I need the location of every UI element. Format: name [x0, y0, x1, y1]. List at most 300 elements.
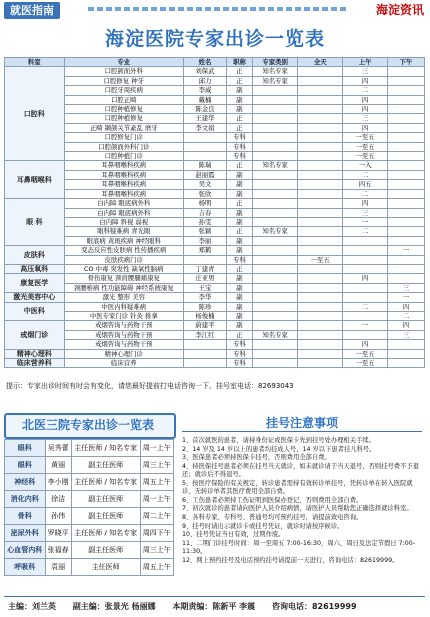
table-row: [5, 180, 425, 189]
table-cell: [184, 359, 227, 368]
table-cell: [343, 283, 388, 292]
table-cell: 周四下午: [140, 525, 173, 542]
table-cell: 张颖: [184, 227, 227, 236]
table-cell: 临床营养: [64, 359, 183, 368]
table-cell: 周五上午: [140, 559, 173, 576]
table-cell: 李华: [184, 293, 227, 302]
table-cell: [298, 293, 343, 302]
table-cell: 主任医师 / 知名专家: [71, 474, 140, 491]
table-header-row: [5, 58, 425, 67]
table-cell: 副: [226, 311, 252, 320]
table-cell: [343, 293, 388, 302]
table-cell: [184, 152, 227, 161]
table-cell: 专科: [226, 142, 252, 151]
notice-list: [182, 437, 424, 566]
table-cell: [252, 114, 297, 123]
table-cell: 一: [387, 246, 424, 255]
table-cell: 知名专家: [252, 76, 297, 85]
table-cell: 主任医师 / 知名专家: [71, 525, 140, 542]
table-cell: 周三上午: [140, 457, 173, 474]
table-cell: 骨伤康复 颈肩腰腿痛康复: [64, 274, 183, 283]
table-row: [5, 161, 425, 170]
table-cell: 副主任医师: [71, 508, 140, 525]
table-cell: [298, 95, 343, 104]
table-cell: [298, 340, 343, 349]
table-cell: CO 中毒 突发性 缺氧性脑病: [64, 264, 183, 273]
table-cell: 丁建青: [184, 264, 227, 273]
table-row: [5, 189, 425, 198]
table-cell: [343, 246, 388, 255]
table-cell: [184, 133, 227, 142]
table-cell: 主任医师: [71, 559, 140, 576]
table-cell: [184, 142, 227, 151]
table-cell: 二: [387, 311, 424, 320]
table-cell: 杨俊楠: [184, 311, 227, 320]
table-cell: 三: [387, 330, 424, 339]
table-row: [5, 236, 425, 245]
table-cell: 知名专家: [252, 161, 297, 170]
table-cell: [298, 283, 343, 292]
notice-item: 9、挂号时请出示就诊卡或挂号凭证，就诊时请按序候诊。: [182, 522, 344, 530]
table-cell: 四: [343, 76, 388, 85]
credit-issue-editor: 本期责编：陈新平 李震: [172, 602, 256, 611]
table-row: [5, 86, 425, 95]
table-cell: [252, 95, 297, 104]
table-cell: [252, 189, 297, 198]
table-cell: 陈珍: [184, 302, 227, 311]
table-cell: 正: [226, 199, 252, 208]
table-cell: 副: [226, 208, 252, 217]
table-cell: 白内障 眼底病外科: [64, 199, 183, 208]
table-cell: 副主任医师: [71, 491, 140, 508]
table-cell: 知名专家: [252, 227, 297, 236]
table-cell: [298, 321, 343, 330]
table-row: [5, 217, 425, 226]
table-cell: [252, 180, 297, 189]
table-cell: [387, 105, 424, 114]
table-row: [5, 359, 425, 368]
table-cell: 吴文: [184, 180, 227, 189]
table-cell: 郑鹤: [184, 246, 227, 255]
table-cell: 刘保武: [184, 67, 227, 76]
table-cell: 周五上午: [140, 474, 173, 491]
table-cell: 四: [343, 340, 388, 349]
table-row: [5, 264, 425, 273]
table-cell: 知名专家: [252, 330, 297, 339]
table-cell: 正: [226, 114, 252, 123]
page-title: 海淀医院专家出诊一览表: [104, 28, 325, 50]
table-cell: [387, 255, 424, 264]
table-cell: 眼科疑难病 青光眼: [64, 227, 183, 236]
table-row: [5, 105, 425, 114]
table-cell: [252, 105, 297, 114]
table-cell: 张福春: [45, 542, 71, 559]
table-row: [5, 474, 174, 491]
table-cell: 神经科: [5, 474, 46, 491]
table-cell: 三: [343, 114, 388, 123]
table-row: [5, 67, 425, 76]
table-cell: [387, 123, 424, 132]
column-header: 下午: [387, 58, 424, 67]
table-cell: 戴楠: [184, 95, 227, 104]
table-cell: 副: [226, 274, 252, 283]
credit-deputy: 副主编：张景光 杨丽娜: [72, 602, 156, 611]
table-cell: [184, 340, 227, 349]
table-cell: 专科: [226, 359, 252, 368]
table-cell: [387, 76, 424, 85]
table-row: [5, 293, 425, 302]
table-cell: [252, 217, 297, 226]
table-cell: 正: [226, 330, 252, 339]
table-cell: [252, 283, 297, 292]
table-cell: [298, 217, 343, 226]
table-cell: [387, 227, 424, 236]
table-cell: [387, 208, 424, 217]
table-cell: 罗晓平: [45, 525, 71, 542]
table-cell: [252, 321, 297, 330]
table-cell: [252, 152, 297, 161]
table-cell: [343, 330, 388, 339]
bottom-divider: [4, 596, 425, 597]
notice-item: 6、工伤患者必须持工伤证明到医保办登记，否则费用全部自费。: [182, 496, 363, 504]
table-cell: [298, 359, 343, 368]
table-cell: 李江红: [184, 330, 227, 339]
table-cell: 杨明: [184, 199, 227, 208]
table-cell: [387, 340, 424, 349]
table-cell: 四: [343, 123, 388, 132]
table-cell: 孙雯: [184, 217, 227, 226]
schedule-table: [4, 57, 425, 368]
table-cell: 三: [343, 67, 388, 76]
table-cell: [252, 86, 297, 95]
table-row: [5, 457, 174, 474]
table-row: [5, 508, 174, 525]
table-cell: 口腔颌面外科: [64, 67, 183, 76]
table-cell: 专科: [226, 255, 252, 264]
table-cell: 四: [343, 105, 388, 114]
table-cell: [387, 67, 424, 76]
table-cell: 专科: [226, 133, 252, 142]
table-cell: [298, 76, 343, 85]
notice-title: 挂号注意事项: [265, 416, 338, 430]
table-cell: 皮肤疾病门诊: [64, 255, 183, 264]
table-cell: 口腔颌面外科门诊: [64, 142, 183, 151]
table-row: [5, 123, 425, 132]
table-cell: 李威: [184, 86, 227, 95]
table-cell: [252, 133, 297, 142]
table-cell: [252, 255, 297, 264]
notice-item: 4、持医保挂号患者必须在挂号当天就诊，如未就诊请于当天退号，否则挂号费不予退还；就诊后不得退号。: [182, 463, 419, 479]
table-cell: 副: [226, 217, 252, 226]
column-header: 专家类别: [252, 58, 297, 67]
table-cell: 周一上午: [140, 491, 173, 508]
table-row: [5, 114, 425, 123]
footnote: 提示：专家出诊时间有时会有变化，请您最好提前打电话咨询一下。挂号室电话：82693043: [6, 382, 294, 390]
table-cell: 副: [226, 293, 252, 302]
table-cell: [298, 114, 343, 123]
department-cell: 戒烟门诊: [5, 321, 65, 349]
table-cell: 三: [387, 283, 424, 292]
table-cell: [387, 161, 424, 170]
table-cell: 一: [343, 321, 388, 330]
column-header: 科室: [5, 58, 65, 67]
table-row: [5, 199, 425, 208]
table-cell: [298, 123, 343, 132]
table-cell: 副: [226, 236, 252, 245]
table-cell: 眼科: [5, 457, 46, 474]
table-cell: 副: [226, 246, 252, 255]
table-cell: 一至五: [343, 349, 388, 358]
table-cell: [252, 199, 297, 208]
table-cell: [252, 246, 297, 255]
table-cell: 四五: [343, 180, 388, 189]
table-row: [5, 311, 425, 320]
credit-hotline: 咨询电话：82619999: [271, 602, 357, 611]
table-cell: [298, 208, 343, 217]
table-cell: 黄丽: [45, 457, 71, 474]
table-cell: [387, 133, 424, 142]
table-cell: [298, 170, 343, 179]
table-cell: 口腔正畸: [64, 95, 183, 104]
table-cell: 呼吸科: [5, 559, 46, 576]
table-cell: [387, 95, 424, 104]
table-cell: [184, 255, 227, 264]
table-cell: 副: [226, 283, 252, 292]
table-cell: 四: [343, 199, 388, 208]
table-cell: [298, 105, 343, 114]
table-row: [5, 208, 425, 217]
table-cell: 知名专家: [252, 67, 297, 76]
table-cell: 白内障 斜视 弱视: [64, 217, 183, 226]
notice-item: 3、医保患者必须持医保卡挂号，否则费用全部自费。: [182, 454, 331, 462]
table-cell: 庄亚男: [184, 274, 227, 283]
table-cell: 口腔种植修复: [64, 105, 183, 114]
table-cell: [252, 349, 297, 358]
subtable-title: 北医三院专家出诊一览表: [21, 418, 154, 432]
table-cell: 吉春: [184, 208, 227, 217]
notice-item: 2、14 岁及 14 岁以上的患者均挂成人号，14 岁以下患者挂儿科号。: [182, 445, 376, 453]
table-cell: 口腔修复门诊: [64, 133, 183, 142]
table-cell: 泌尿外科: [5, 525, 46, 542]
table-cell: [343, 255, 388, 264]
table-cell: 副: [226, 105, 252, 114]
table-cell: 王宝: [184, 283, 227, 292]
department-cell: 康复医学: [5, 274, 65, 293]
table-cell: 陈瑞: [184, 161, 227, 170]
table-cell: 正: [226, 76, 252, 85]
table-row: [5, 152, 425, 161]
column-header: 职称: [226, 58, 252, 67]
table-cell: 副: [226, 170, 252, 179]
table-cell: 二: [343, 189, 388, 198]
table-cell: [298, 67, 343, 76]
table-cell: 正: [226, 123, 252, 132]
table-cell: 一至五: [343, 142, 388, 151]
table-cell: 副: [226, 321, 252, 330]
table-cell: [298, 236, 343, 245]
table-row: [5, 340, 425, 349]
table-cell: 戒烟咨询与药物干预: [64, 340, 183, 349]
table-cell: 副主任医师: [71, 457, 140, 474]
section-tag-right: 海淀资讯: [375, 3, 424, 17]
table-row: [5, 76, 425, 85]
table-cell: 副: [226, 189, 252, 198]
table-cell: [343, 311, 388, 320]
table-cell: [298, 302, 343, 311]
table-cell: 王建华: [184, 114, 227, 123]
table-cell: 周一上午: [140, 440, 173, 457]
table-cell: 一入: [343, 161, 388, 170]
table-cell: [387, 152, 424, 161]
beiyisan-table: [4, 439, 174, 576]
table-cell: [387, 189, 424, 198]
schedule-body: [5, 67, 425, 368]
table-cell: 三: [343, 208, 388, 217]
notice-item: 10、挂号凭证当日有效，过期作废。: [182, 531, 285, 539]
column-header: 专业: [64, 58, 183, 67]
table-cell: [298, 311, 343, 320]
table-cell: 李小刚: [45, 474, 71, 491]
table-cell: 正: [226, 161, 252, 170]
notice-item: 1、首次就医的患者，请持身份证或医保卡先到挂号处办理相关手续。: [182, 437, 375, 444]
table-cell: [252, 236, 297, 245]
table-cell: [298, 86, 343, 95]
table-cell: [343, 236, 388, 245]
table-cell: [298, 274, 343, 283]
table-cell: [252, 311, 297, 320]
table-cell: 李丽: [184, 236, 227, 245]
table-cell: [298, 161, 343, 170]
table-cell: 正: [226, 264, 252, 273]
table-cell: 一至五: [298, 255, 343, 264]
notice-item: 5、按医疗保险的有关规定，转诊患者需持有效转诊单挂号，凭转诊单在转入医院就诊，无转诊单者其医疗费用全部自费。: [182, 479, 413, 495]
table-cell: 张欣: [184, 189, 227, 198]
table-cell: [387, 359, 424, 368]
table-cell: 主任医师 / 知名专家: [71, 440, 140, 457]
table-cell: 耳鼻咽喉科疾病: [64, 189, 183, 198]
notice-item: 12、网上预约挂号及电话预约挂号请提前一天进行，咨询电话：82619999。: [182, 556, 399, 564]
table-cell: 颈腰椎病 性功能障碍 神经系统康复: [64, 283, 183, 292]
table-cell: 副: [226, 95, 252, 104]
table-cell: [298, 133, 343, 142]
table-cell: 四: [387, 321, 424, 330]
table-cell: 心血管内科: [5, 542, 46, 559]
table-row: [5, 491, 174, 508]
table-cell: [298, 264, 343, 273]
column-header: 姓名: [184, 58, 227, 67]
decorative-stripe: [88, 7, 348, 11]
table-cell: 正: [226, 67, 252, 76]
table-cell: [298, 349, 343, 358]
table-row: [5, 321, 425, 330]
table-cell: 戒烟咨询与药物干预: [64, 330, 183, 339]
department-cell: 精神心理科: [5, 349, 65, 358]
table-cell: 口腔修复 种牙: [64, 76, 183, 85]
table-cell: 赵丽霞: [184, 170, 227, 179]
column-header: 全天: [298, 58, 343, 67]
table-cell: 精神心理门诊: [64, 349, 183, 358]
table-cell: 变态反应性皮肤病 性传播疾病: [64, 246, 183, 255]
table-cell: [387, 199, 424, 208]
department-cell: 高压氧科: [5, 264, 65, 273]
table-cell: 二: [343, 170, 388, 179]
table-cell: 陈金良: [184, 105, 227, 114]
table-cell: [298, 152, 343, 161]
table-cell: 二: [343, 302, 388, 311]
table-cell: 一: [387, 293, 424, 302]
table-cell: [252, 170, 297, 179]
column-header: 上午: [343, 58, 388, 67]
table-cell: [387, 142, 424, 151]
table-cell: [387, 180, 424, 189]
table-cell: 耳鼻咽喉科疾病: [64, 170, 183, 179]
table-cell: 四: [343, 274, 388, 283]
table-cell: [252, 208, 297, 217]
table-cell: 专科: [226, 340, 252, 349]
table-cell: 耳鼻咽喉科疾病: [64, 161, 183, 170]
table-cell: 副: [226, 86, 252, 95]
table-cell: [387, 86, 424, 95]
table-cell: 耳鼻咽喉科疾病: [64, 180, 183, 189]
table-cell: 孙伟: [45, 508, 71, 525]
department-cell: 皮肤科: [5, 246, 65, 265]
table-cell: [387, 114, 424, 123]
table-cell: 李文娟: [184, 123, 227, 132]
table-cell: 口腔牙周疾病: [64, 86, 183, 95]
table-cell: 四: [387, 302, 424, 311]
department-cell: 中医科: [5, 302, 65, 321]
table-cell: 眼科: [5, 440, 46, 457]
table-row: [5, 133, 425, 142]
notice-divider: [182, 431, 422, 432]
table-row: [5, 142, 425, 151]
table-cell: 二: [343, 86, 388, 95]
credit-editor: 主编：刘兰英: [8, 602, 56, 611]
table-cell: 副: [226, 180, 252, 189]
department-cell: 激光美容中心: [5, 293, 65, 302]
section-tag: 就医指南: [4, 2, 60, 19]
table-row: [5, 330, 425, 339]
table-cell: [298, 246, 343, 255]
table-cell: 一至五: [343, 152, 388, 161]
table-row: [5, 349, 425, 358]
table-row: [5, 542, 174, 559]
table-cell: [387, 349, 424, 358]
table-cell: [252, 264, 297, 273]
table-cell: [387, 236, 424, 245]
department-cell: 眼 科: [5, 199, 65, 246]
notice-item: 7、初次就诊的患者请向医护人员介绍病情，请医护人员帮助您正确选择就诊科室。: [182, 505, 413, 513]
table-cell: 周二上午: [140, 508, 173, 525]
table-cell: 口腔种植门诊: [64, 152, 183, 161]
credits-line: [8, 601, 426, 612]
table-row: [5, 274, 425, 283]
department-cell: 口腔科: [5, 67, 65, 161]
table-cell: [252, 142, 297, 151]
table-cell: 正畸 颞颌关节紊乱 磨牙: [64, 123, 183, 132]
table-cell: 蔚建平: [184, 321, 227, 330]
table-cell: 激光 整形 美容: [64, 293, 183, 302]
table-cell: [184, 349, 227, 358]
table-cell: 一: [343, 217, 388, 226]
table-cell: 骨科: [5, 508, 46, 525]
table-cell: [298, 189, 343, 198]
table-row: [5, 255, 425, 264]
table-cell: [298, 199, 343, 208]
table-cell: 专科: [226, 152, 252, 161]
table-cell: 吴秀蕾: [45, 440, 71, 457]
table-row: [5, 170, 425, 179]
